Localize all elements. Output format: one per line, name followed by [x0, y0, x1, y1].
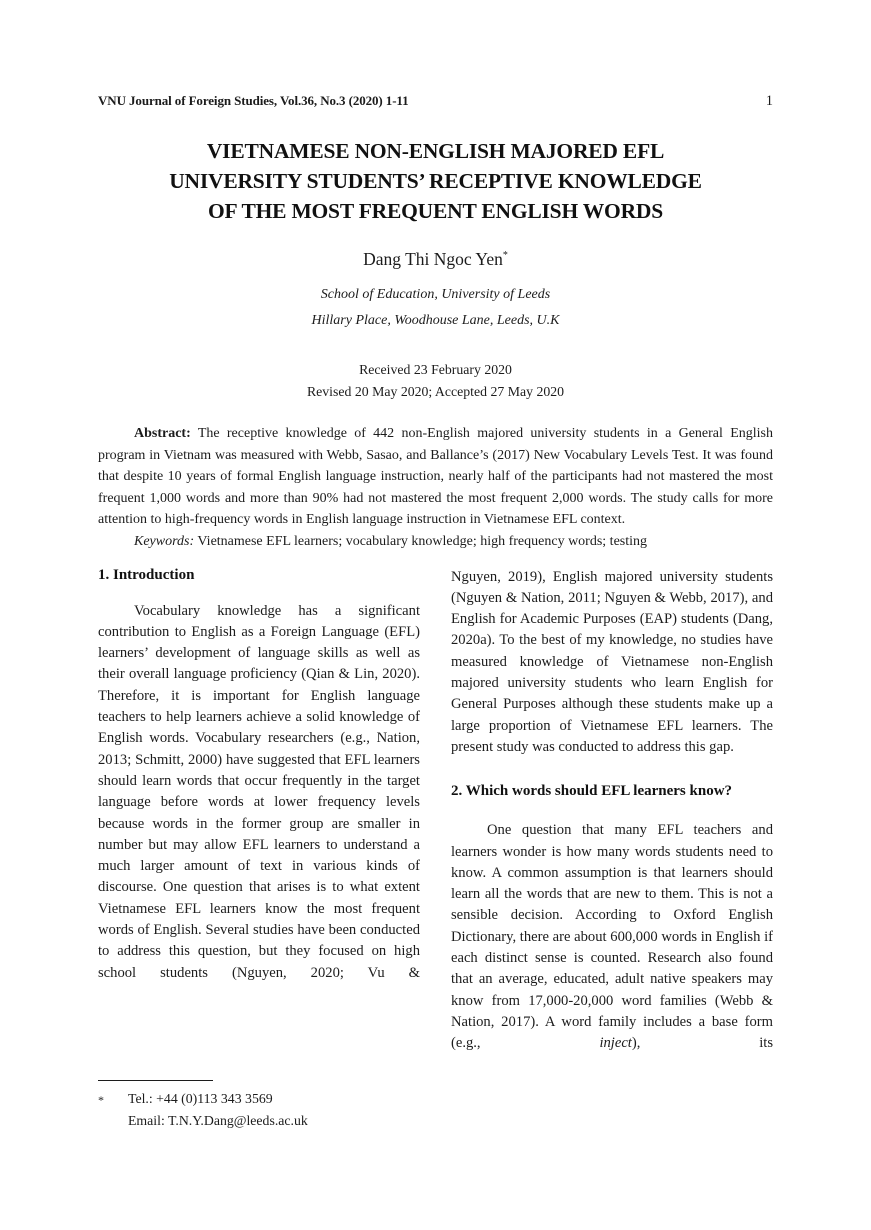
keywords-label: Keywords: [134, 533, 195, 549]
author-line [98, 249, 773, 270]
page-content [98, 0, 773, 1055]
footnote-marker: * [98, 1093, 104, 1107]
footnote-email: Email: T.N.Y.Dang@leeds.ac.uk [128, 1113, 308, 1128]
keywords-text: Vietnamese EFL learners; vocabulary knowledge; high frequency words; testing [194, 533, 648, 549]
section-2-paragraph [451, 820, 773, 1054]
right-column [451, 567, 773, 1055]
paper-title-line-3: OF THE MOST FREQUENT ENGLISH WORDS [208, 199, 663, 223]
author-name: Dang Thi Ngoc Yen [363, 249, 503, 269]
keywords-line [98, 531, 773, 553]
revised-accepted-date: Revised 20 May 2020; Accepted 27 May 2020 [306, 384, 565, 399]
affiliation-line-2: Hillary Place, Woodhouse Lane, Leeds, U.K [311, 313, 560, 328]
footnote-contact [128, 1088, 420, 1132]
paper-title-line-2: UNIVERSITY STUDENTS’ RECEPTIVE KNOWLEDGE [169, 169, 702, 193]
section-2-italic-term: inject [599, 1035, 632, 1052]
footnote-divider [98, 1080, 213, 1081]
author-footnote-marker: * [502, 250, 508, 262]
section-2-text-after: ), its [631, 1035, 773, 1052]
left-column [98, 567, 420, 984]
abstract-paragraph [98, 423, 773, 531]
section-1-paragraph: Vocabulary knowledge has a significant contribution to English as a Foreign Language (EFL) learners’ development of language skills as well as their overall language proficiency (Qian & Lin, 2020). Therefore, it is important for English language teachers to help learners achieve a solid knowledge of English words. Vocabulary researchers (e.g., Nation, 2013; Schmitt, 2000) have suggested that EFL learners should learn words that occur frequently in the target language before words at lower frequency levels because words in the former group are smaller in number but may allow EFL learners to understand a much larger amount of text in various kinds of discourse. One question that arises is to what extent Vietnamese EFL learners know the most frequent words of English. Several studies have been conducted to address this question, but they focused on high school students (Nguyen, 2020; Vu & [98, 602, 420, 981]
running-header [98, 93, 773, 110]
affiliation-line-1: School of Education, University of Leeds [320, 287, 551, 302]
footnote-body [98, 1088, 420, 1132]
section-1-heading: 1. Introduction [98, 566, 195, 583]
footnote-tel: Tel.: +44 (0)113 343 3569 [128, 1091, 273, 1106]
two-column-body [98, 567, 773, 1055]
abstract-label: Abstract: [134, 426, 191, 441]
journal-citation: VNU Journal of Foreign Studies, Vol.36, No.3 (2020) 1-11 [98, 93, 409, 108]
section-1-continuation-paragraph: Nguyen, 2019), English majored university students (Nguyen & Nation, 2011; Nguyen & Webb, 2017), and English for Academic Purposes (EAP) students (Dang, 2020a). To the best of my knowledge, no studies have measured knowledge of Vietnamese non-English majored university students who learn English for General Purposes although these students make up a large proportion of Vietnamese EFL learners. The present study was conducted to address this gap. [451, 568, 773, 755]
paper-title-line-1: VIETNAMESE NON-ENGLISH MAJORED EFL [206, 139, 665, 163]
affiliation-block [98, 282, 773, 334]
author-footnote [98, 1080, 420, 1132]
received-date: Received 23 February 2020 [359, 362, 512, 377]
page-number: 1 [765, 93, 773, 109]
dates-block [98, 359, 773, 403]
section-2-heading: 2. Which words should EFL learners know? [451, 783, 733, 800]
section-2-text-before: One question that many EFL teachers and learners wonder is how many words students need to know. A common assumption is that learners should learn all the words that are new to them. This is not a sensible decision. According to Oxford English Dictionary, there are about 600,000 words in English if each distinct sense is counted. Research also found that an average, educated, adult native speakers may know from 17,000-20,000 word families (Webb & Nation, 2017). A word family includes a base form (e.g., [451, 822, 773, 1052]
paper-title [98, 136, 773, 226]
abstract-text: The receptive knowledge of 442 non-English majored university students in a General English program in Vietnam was measured with Webb, Sasao, and Ballance’s (2017) New Vocabulary Levels Test. It was found that despite 10 years of formal English language instruction, nearly half of the participants had not mastered the most frequent 1,000 words and more than 90% had not mastered the most frequent 2,000 words. The study calls for more attention to high-frequency words in English language instruction in Vietnamese EFL context. [98, 426, 773, 528]
